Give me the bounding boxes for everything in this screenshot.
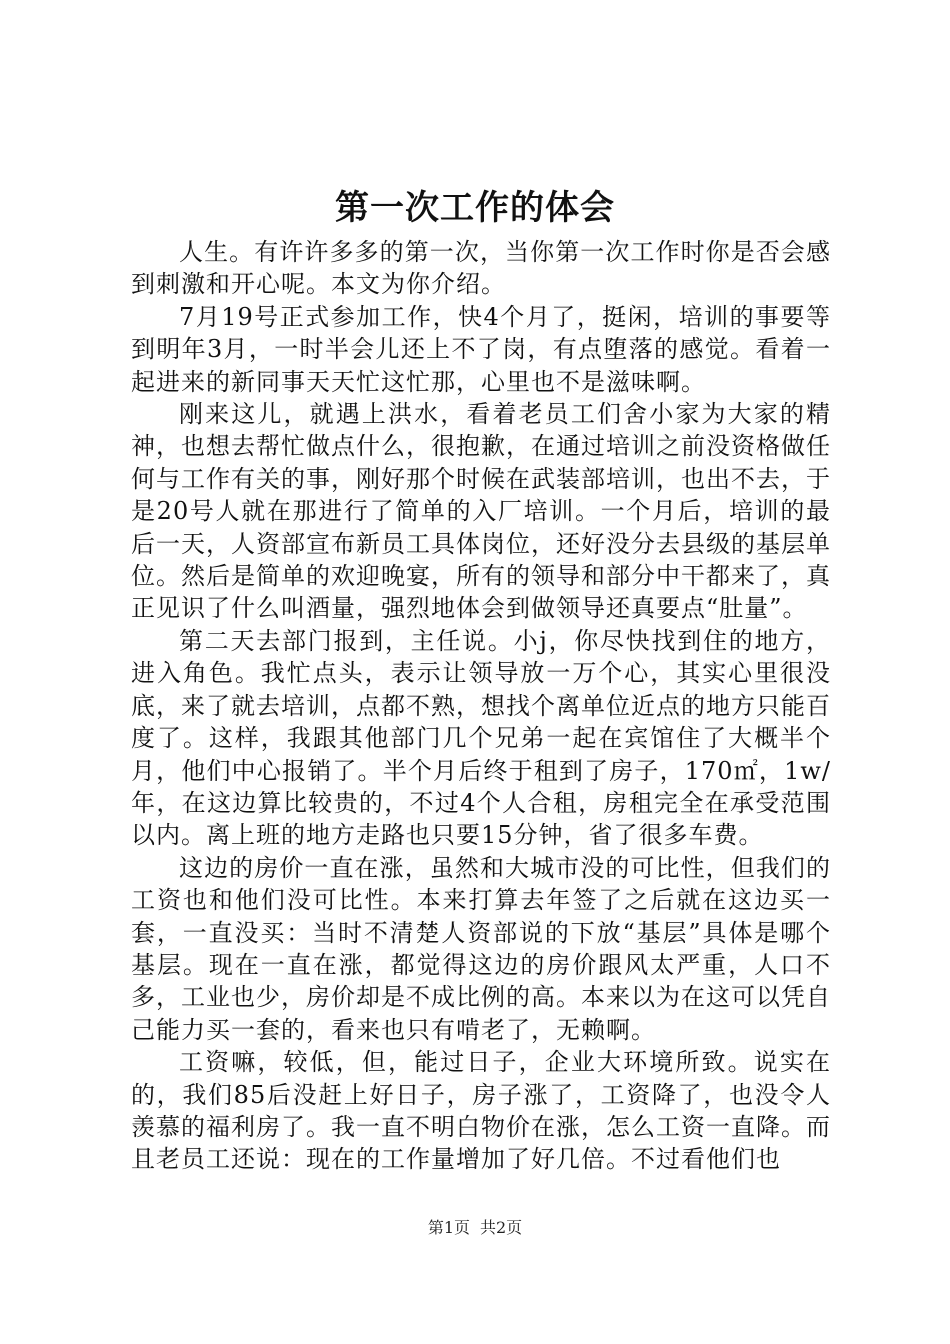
page-number: 第1页 [427, 1218, 470, 1237]
paragraph-salary: 工资嘛，较低，但，能过日子，企业大环境所致。说实在的，我们85后没赶上好日子，房子涨了，工资降了，也没令人羡慕的福利房了。我一直不明白物价在涨，怎么工资一直降。而且老员工还说：现在的工作量增加了好几倍。不过看他们也 [131, 1048, 831, 1174]
paragraph-house-prices: 这边的房价一直在涨，虽然和大城市没的可比性，但我们的工资也和他们没可比性。本来打算去年签了之后就在这边买一套，一直没买：当时不清楚人资部说的下放“基层”具体是哪个基层。现在一直在涨，都觉得这边的房价跟风太严重，人口不多，工业也少，房价却是不成比例的高。本来以为在这可以凭自己能力买一套的，看来也只有啃老了，无赖啊。 [131, 853, 831, 1044]
paragraph-housing: 第二天去部门报到，主任说。小j，你尽快找到住的地方，进入角色。我忙点头，表示让领导放一万个心，其实心里很没底，来了就去培训，点都不熟，想找个离单位近点的地方只能百度了。这样，我跟其他部门几个兄弟一起在宾馆住了大概半个月，他们中心报销了。半个月后终于租到了房子，170㎡，1w/年，在这边算比较贵的，不过4个人合租，房租完全在承受范围以内。离上班的地方走路也只要15分钟，省了很多车费。 [131, 626, 831, 850]
page-footer [0, 1217, 950, 1239]
paragraph-start-work: 7月19号正式参加工作，快4个月了，挺闲，培训的事要等到明年3月，一时半会儿还上不了岗，有点堕落的感觉。看着一起进来的新同事天天忙这忙那，心里也不是滋味啊。 [131, 302, 831, 396]
paragraph-flood-training: 刚来这儿，就遇上洪水，看着老员工们舍小家为大家的精神，也想去帮忙做点什么，很抱歉，在通过培训之前没资格做任何与工作有关的事，刚好那个时候在武装部培训，也出不去，于是20号人就在那进行了简单的入厂培训。一个月后，培训的最后一天，人资部宣布新员工具体岗位，还好没分去县级的基层单位。然后是简单的欢迎晚宴，所有的领导和部分中干都来了，真正见识了什么叫酒量，强烈地体会到做领导还真要点“肚量”。 [131, 400, 831, 623]
document-title: 第一次工作的体会 [335, 188, 615, 228]
document-body [131, 236, 831, 1176]
paragraph-intro: 人生。有许许多多的第一次，当你第一次工作时你是否会感到刺激和开心呢。本文为你介绍。 [131, 238, 831, 299]
page-total: 共2页 [480, 1218, 523, 1237]
